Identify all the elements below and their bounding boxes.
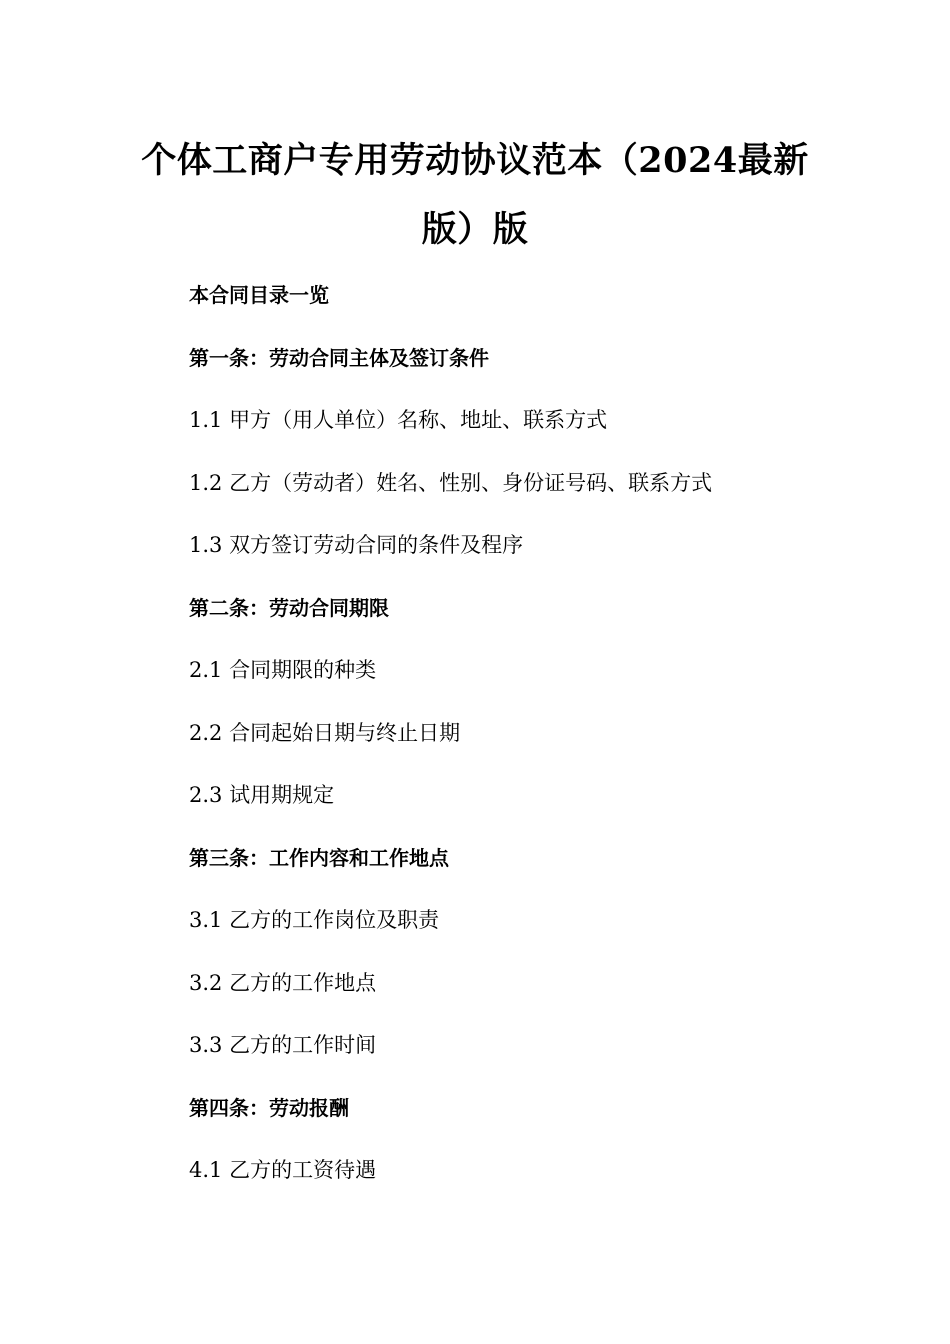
toc-item: 2.3 试用期规定 [189, 783, 335, 807]
toc-item: 1.3 双方签订劳动合同的条件及程序 [189, 533, 524, 557]
toc-item: 4.1 乙方的工资待遇 [189, 1158, 377, 1182]
document-title: 个体工商户专用劳动协议范本（2024最新版）版 [141, 140, 809, 250]
toc-item: 2.2 合同起始日期与终止日期 [189, 720, 461, 745]
toc-section-heading: 第四条：劳动报酬 [189, 1095, 349, 1120]
toc-section-heading: 第三条：工作内容和工作地点 [189, 845, 449, 870]
toc-item: 3.1 乙方的工作岗位及职责 [189, 908, 440, 932]
toc-section-heading: 第二条：劳动合同期限 [189, 595, 389, 620]
toc-item: 2.1 合同期限的种类 [189, 658, 377, 682]
toc-item: 3.2 乙方的工作地点 [189, 970, 377, 995]
toc-section-heading: 第一条：劳动合同主体及签订条件 [189, 345, 489, 370]
toc-heading: 本合同目录一览 [189, 283, 329, 307]
toc-item: 3.3 乙方的工作时间 [189, 1033, 377, 1057]
toc-item: 1.1 甲方（用人单位）名称、地址、联系方式 [189, 408, 608, 432]
toc-item: 1.2 乙方（劳动者）姓名、性别、身份证号码、联系方式 [189, 470, 713, 495]
table-of-contents [189, 280, 889, 1218]
